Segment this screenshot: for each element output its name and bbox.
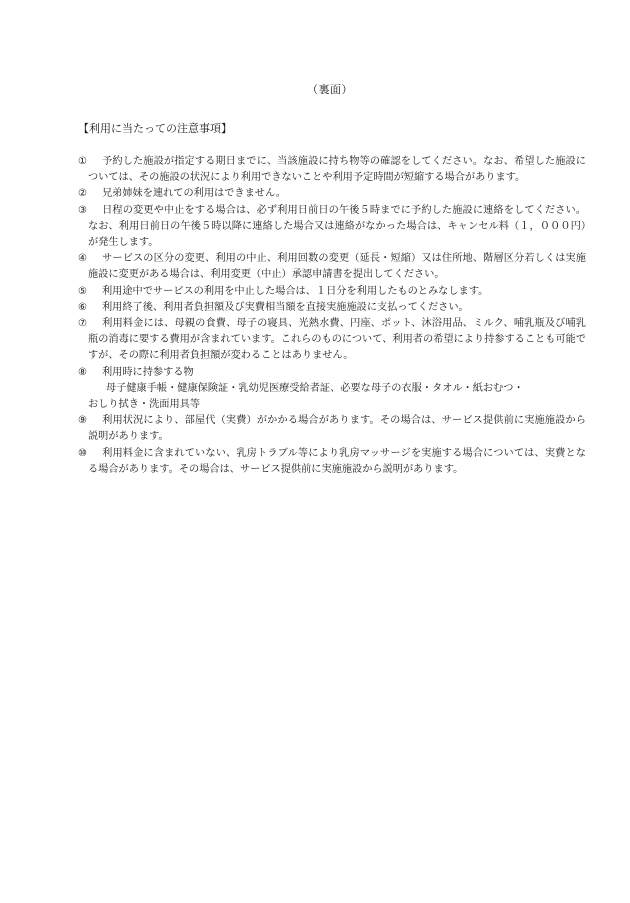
note-text: 利用時に持参する物: [102, 366, 194, 378]
note-number: ②: [78, 188, 88, 200]
note-number: ⑦: [78, 318, 88, 330]
note-item-5: [78, 284, 586, 300]
note-number: ⑧: [78, 366, 88, 378]
note-item-7: [78, 316, 586, 365]
note-subtext-continued: おしり拭き・洗面用具等: [88, 399, 201, 411]
note-item-6: [78, 300, 586, 316]
note-text: 兄弟姉妹を連れての利用はできません。: [102, 188, 286, 200]
page-side-label: （裏面）: [307, 83, 353, 96]
notes-list: [78, 154, 586, 478]
note-number: ③: [78, 204, 88, 216]
note-text: 日程の変更や中止をする場合は、必ず利用日前日の午後５時までに予約した施設に連絡をしてください。なお、利用日前日の午後５時以降に連絡した場合又は連絡がなかった場合は、キャンセル料（１，０００円）が発生します。: [88, 204, 586, 249]
note-text: 利用状況により、部屋代（実費）がかかる場合があります。その場合は、サービス提供前に実施施設から説明があります。: [88, 415, 586, 443]
note-text: 予約した施設が指定する期日までに、当該施設に持ち物等の確認をしてください。なお、希望した施設については、その施設の状況により利用できないことや利用予定時間が短縮する場合があります。: [88, 156, 586, 184]
note-number: ⑨: [78, 415, 88, 427]
note-item-4: [78, 251, 586, 283]
note-text: 利用終了後、利用者負担額及び実費相当額を直接実施施設に支払ってください。: [102, 301, 469, 313]
note-number: ①: [78, 156, 88, 167]
note-item-2: [78, 186, 586, 202]
note-item-8: [78, 365, 586, 414]
note-number: ⑤: [78, 285, 88, 297]
note-number: ⑩: [78, 447, 88, 459]
note-text: 利用料金に含まれていない、乳房トラブル等により乳房マッサージを実施する場合については、実費となる場合があります。その場合は、サービス提供前に実施施設から説明があります。: [88, 447, 586, 475]
note-number: ④: [78, 253, 88, 265]
note-item-9: [78, 413, 586, 445]
section-title: 【利用に当たっての注意事項】: [78, 122, 232, 135]
note-text: 利用料金には、母親の食費、母子の寝具、光熱水費、円座、ポット、沐浴用品、ミルク、哺乳瓶及び哺乳瓶の消毒に要する費用が含まれています。これらのものについて、利用者の希望により持参することも可能ですが、その際に利用者負担額が変わることはありません。: [88, 318, 586, 362]
note-text: 利用途中でサービスの利用を中止した場合は、１日分を利用したものとみなします。: [102, 285, 489, 297]
note-text: サービスの区分の変更、利用の中止、利用回数の変更（延長・短縮）又は住所地、階層区分若しくは実施施設に変更がある場合は、利用変更（中止）承認申請書を提出してください。: [88, 253, 586, 281]
note-number: ⑥: [78, 301, 88, 313]
note-item-10: [78, 446, 586, 478]
note-subtext: 母子健康手帳・健康保険証・乳幼児医療受給者証、必要な母子の衣服・タオル・紙おむつ・: [106, 382, 524, 394]
note-item-1: [78, 154, 586, 186]
note-item-3: [78, 203, 586, 252]
